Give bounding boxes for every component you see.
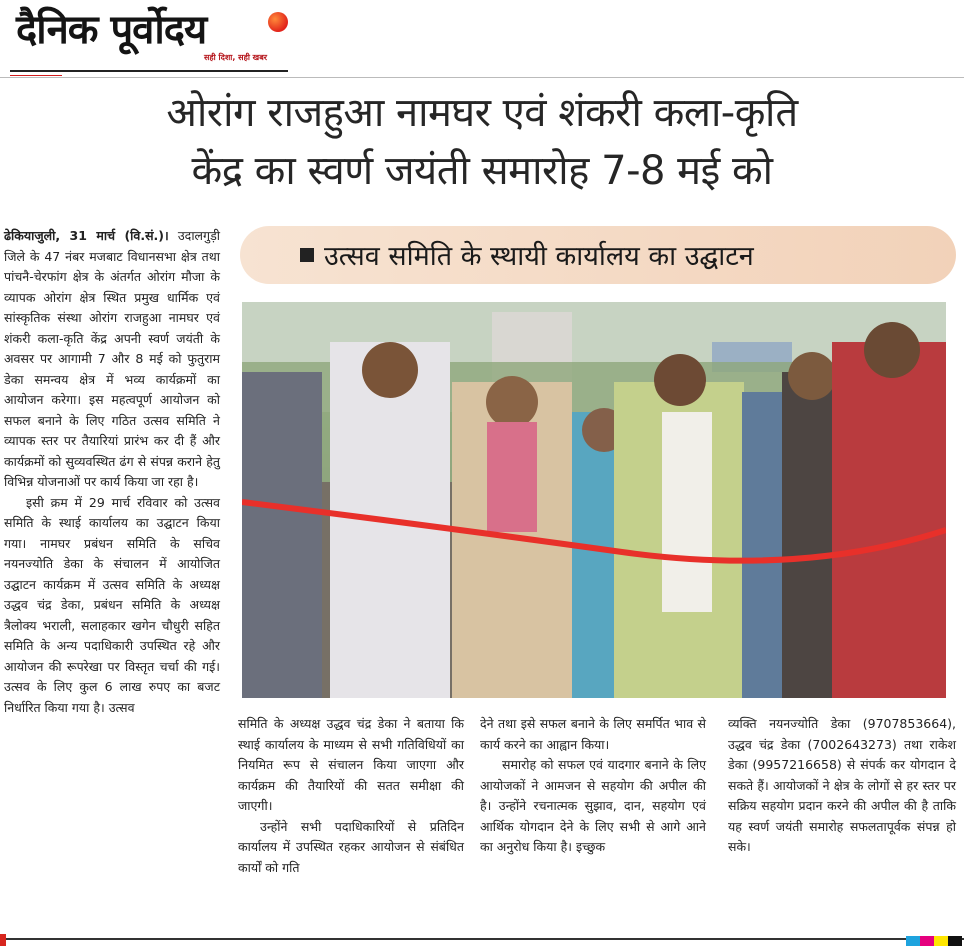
masthead <box>10 2 288 70</box>
article-paragraph <box>4 226 220 493</box>
subheadline-banner <box>240 226 956 284</box>
masthead-rule <box>10 70 288 72</box>
photo-illustration <box>242 302 946 698</box>
color-registration-swatches <box>906 936 962 946</box>
bottom-rule <box>0 938 964 940</box>
registration-mark <box>0 934 6 946</box>
article-paragraph: समारोह को सफल एवं यादगार बनाने के लिए आयोजकों ने आमजन से सहयोग की अपील की है। उन्होंने रचनात्मक सुझाव, दान, सहयोग एवं आर्थिक योगदान देने के लिए सभी से आगे आने का अनुरोध किया है। इच्छुक <box>480 757 706 854</box>
headline-line-1: ओरांग राजहुआ नामघर एवं शंकरी कला-कृति <box>166 90 798 136</box>
paragraph-text: उदालगुड़ी जिले के 47 नंबर मजबाट विधानसभा क्षेत्र तथा पांचनै-चेरफांग क्षेत्र के अंतर्गत ओरांग मौजा के व्यापक ओरांग क्षेत्र स्थित प्रमुख धार्मिक एवं सांस्कृतिक संस्था ओरांग राजहुआ नामघर एवं शंकरी कला-कृति केंद्र अपनी स्वर्ण जयंती के अवसर पर आगामी 7 और 8 मई को फुतुराम डेका समन्वय क्षेत्र में भव्य कार्यक्रमों का आयोजन करेगा। इस महत्वपूर्ण आयोजन को सफल बनाने के लिए गठित उत्सव समिति ने व्यापक स्तर पर तैयारियां प्रारंभ कर दी हैं और कार्यक्रमों को सुव्यवस्थित ढंग से संपन्न कराने हेतु विभिन्न योजनाओं पर कार्य किया जा रहा है। <box>4 228 220 489</box>
headline-line-2: केंद्र का स्वर्ण जयंती समारोह 7-8 मई को <box>191 148 773 194</box>
masthead-tagline: सही दिशा, सही खबर <box>204 53 268 62</box>
bullet-square-icon <box>300 248 314 262</box>
newspaper-logo: दैनिक पूर्वोदय <box>16 7 207 53</box>
article-column-1 <box>4 226 220 718</box>
article-paragraph: उन्होंने सभी पदाधिकारियों से प्रतिदिन कार्यालय में उपस्थित रहकर आयोजन से संबंधित कार्यों को गति <box>238 818 464 875</box>
news-photo <box>242 302 946 698</box>
logo-sun-icon <box>268 12 288 32</box>
divider <box>0 77 964 78</box>
subheadline: उत्सव समिति के स्थायी कार्यालय का उद्घाटन <box>324 241 754 272</box>
article-paragraph: इसी क्रम में 29 मार्च रविवार को उत्सव समिति के स्थाई कार्यालय का उद्घाटन किया गया। नामघर प्रबंधन समिति के सचिव नयनज्योति डेका के संचालन में आयोजित उद्घाटन कार्यक्रम में उत्सव समिति के अध्यक्ष उद्धव चंद्र डेका, प्रबंधन समिति के अध्यक्ष त्रैलोक्य भराली, सलाहकार खगेन चौधुरी सहित समिति के अन्य पदाधिकारी उपस्थित रहे और आयोजन की रूपरेखा पर विस्तृत चर्चा की गई। उत्सव के लिए कुल 6 लाख रुपए का बजट निर्धारित किया गया है। उत्सव <box>4 494 220 715</box>
dateline: ढेकियाजुली, 31 मार्च (वि.सं.)। <box>4 228 169 243</box>
article-column-4 <box>728 714 956 858</box>
masthead-accent-rule <box>10 75 62 76</box>
article-paragraph: देने तथा इसे सफल बनाने के लिए समर्पित भाव से कार्य करने का आह्वान किया। <box>480 716 706 752</box>
article-paragraph: व्यक्ति नयनज्योति डेका (9707853664), उद्धव चंद्र डेका (7002643273) तथा राकेश डेका (9957216658) से संपर्क कर योगदान दे सकते हैं। आयोजकों ने क्षेत्र के लोगों से हर स्तर पर सक्रिय सहयोग प्रदान करने की अपील की है ताकि यह स्वर्ण जयंती समारोह सफलतापूर्वक संपन्न हो सके। <box>728 716 956 854</box>
article-column-3 <box>480 714 706 858</box>
article-column-2 <box>238 714 464 878</box>
article-paragraph: समिति के अध्यक्ष उद्धव चंद्र डेका ने बताया कि स्थाई कार्यालय के माध्यम से सभी गतिविधियों का नियमित रूप से संचालन किया जाएगा और कार्यक्रम की तैयारियों की सतत समीक्षा की जाएगी। <box>238 716 464 813</box>
